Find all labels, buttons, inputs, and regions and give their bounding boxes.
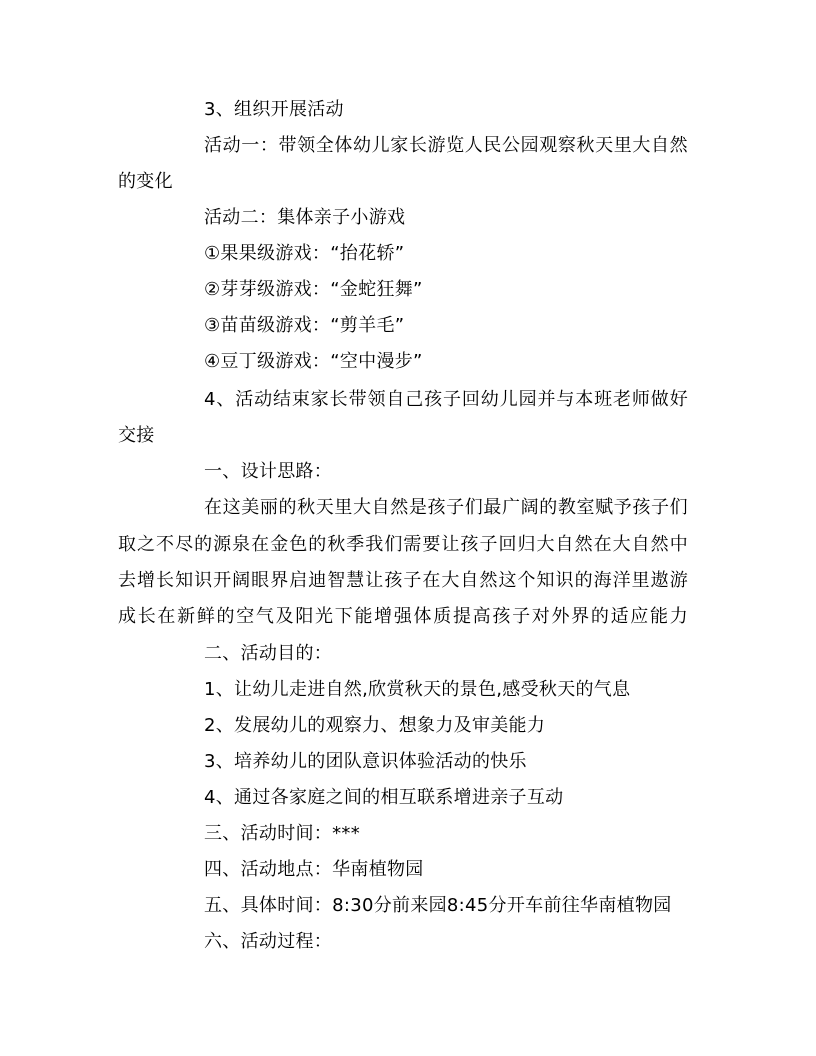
paragraph-line: 在这美丽的秋天里大自然是孩子们最广阔的教室赋予孩子们 bbox=[204, 497, 688, 518]
activity-two-line: 活动二：集体亲子小游戏 bbox=[204, 207, 406, 228]
paragraph-line: 去增长知识开阔眼界启迪智慧让孩子在大自然这个知识的海洋里遨游 bbox=[118, 570, 688, 591]
list-item: 1、让幼儿走进自然,欣赏秋天的景色,感受秋天的气息 bbox=[204, 679, 631, 700]
list-item: ④豆丁级游戏：“空中漫步” bbox=[204, 351, 423, 372]
section-heading-process: 六、活动过程： bbox=[204, 931, 333, 952]
section-heading-time: 三、活动时间：*** bbox=[204, 823, 360, 844]
section-heading-schedule: 五、具体时间：8:30分前来园8:45分开车前往华南植物园 bbox=[204, 895, 672, 916]
section-heading-design: 一、设计思路： bbox=[204, 461, 333, 482]
list-item: ③苗苗级游戏：“剪羊毛” bbox=[204, 315, 405, 336]
list-item: ①果果级游戏：“抬花轿” bbox=[204, 243, 405, 264]
paragraph-line: 成长在新鲜的空气及阳光下能增强体质提高孩子对外界的适应能力 bbox=[118, 606, 688, 627]
paragraph-line: 的变化 bbox=[118, 171, 173, 192]
paragraph-line: 4、活动结束家长带领自己孩子回幼儿园并与本班老师做好 bbox=[204, 389, 688, 410]
paragraph-line: 活动一：带领全体幼儿家长游览人民公园观察秋天里大自然 bbox=[204, 135, 688, 156]
list-item: 2、发展幼儿的观察力、想象力及审美能力 bbox=[204, 715, 546, 736]
section-heading-organize: 3、组织开展活动 bbox=[204, 99, 344, 120]
section-heading-location: 四、活动地点：华南植物园 bbox=[204, 859, 424, 880]
list-item: 3、培养幼儿的团队意识体验活动的快乐 bbox=[204, 751, 527, 772]
list-item: ②芽芽级游戏：“金蛇狂舞” bbox=[204, 279, 423, 300]
list-item: 4、通过各家庭之间的相互联系增进亲子互动 bbox=[204, 787, 564, 808]
paragraph-line: 交接 bbox=[118, 425, 155, 446]
paragraph-line: 取之不尽的源泉在金色的秋季我们需要让孩子回归大自然在大自然中 bbox=[118, 534, 688, 555]
section-heading-purpose: 二、活动目的： bbox=[204, 643, 333, 664]
